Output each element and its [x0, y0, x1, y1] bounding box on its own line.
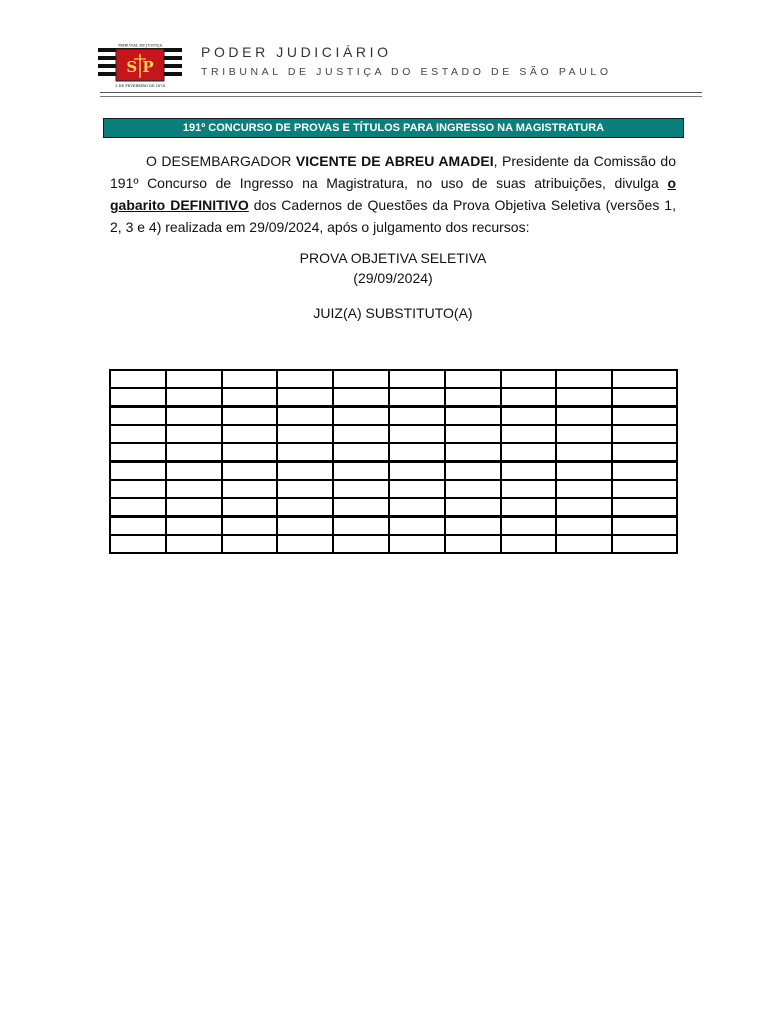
contest-banner: 191º CONCURSO DE PROVAS E TÍTULOS PARA INGRESSO NA MAGISTRATURA	[103, 118, 684, 138]
table-cell	[612, 517, 677, 536]
table-cell	[277, 462, 333, 481]
header-rule-secondary	[100, 96, 702, 97]
table-cell	[166, 443, 222, 462]
table-cell	[556, 462, 612, 481]
org-title: PODER JUDICIÁRIO	[201, 44, 392, 60]
table-cell	[222, 370, 278, 388]
table-cell	[501, 388, 557, 407]
table-cell	[556, 517, 612, 536]
table-cell	[612, 443, 677, 462]
table-cell	[333, 517, 389, 536]
table-cell	[222, 535, 278, 553]
table-cell	[110, 535, 166, 553]
table-cell	[166, 517, 222, 536]
table-cell	[612, 535, 677, 553]
table-cell	[333, 535, 389, 553]
gabarito-definitivo-emphasis: o gabarito DEFINITIVO	[110, 175, 676, 213]
tjsp-logo	[98, 42, 182, 90]
table-cell	[222, 517, 278, 536]
table-cell	[222, 388, 278, 407]
table-cell	[166, 480, 222, 498]
table-cell	[333, 480, 389, 498]
table-cell	[556, 443, 612, 462]
exam-title: PROVA OBJETIVA SELETIVA	[299, 250, 487, 266]
table-cell	[333, 407, 389, 426]
table-cell	[277, 480, 333, 498]
svg-text:3 DE FEVEREIRO DE 1874: 3 DE FEVEREIRO DE 1874	[115, 84, 165, 88]
table-cell	[110, 388, 166, 407]
table-cell	[110, 498, 166, 517]
table-cell	[501, 425, 557, 443]
table-cell	[556, 407, 612, 426]
table-cell	[612, 480, 677, 498]
table-cell	[110, 443, 166, 462]
table-cell	[389, 480, 445, 498]
table-row	[110, 498, 677, 517]
table-cell	[612, 498, 677, 517]
table-cell	[612, 462, 677, 481]
table-cell	[166, 498, 222, 517]
table-cell	[389, 388, 445, 407]
table-cell	[166, 388, 222, 407]
svg-text:TRIBUNAL DE JUSTIÇA: TRIBUNAL DE JUSTIÇA	[117, 43, 163, 48]
para-body: , Presidente da Comissão do 191º Concurso de Ingresso na Magistratura, no uso de suas atribuições, divulga	[110, 153, 676, 191]
table-cell	[389, 425, 445, 443]
table-row	[110, 480, 677, 498]
answer-key-table	[109, 369, 678, 554]
table-cell	[333, 370, 389, 388]
table-cell	[445, 462, 501, 481]
table-cell	[445, 388, 501, 407]
table-cell	[556, 535, 612, 553]
table-cell	[166, 407, 222, 426]
exam-date: (29/09/2024)	[353, 270, 433, 286]
table-cell	[501, 462, 557, 481]
table-cell	[166, 370, 222, 388]
table-cell	[277, 498, 333, 517]
header-rule	[100, 92, 702, 93]
desembargador-name: VICENTE DE ABREU AMADEI	[295, 153, 494, 169]
table-cell	[501, 480, 557, 498]
table-cell	[222, 498, 278, 517]
table-cell	[556, 388, 612, 407]
table-cell	[110, 407, 166, 426]
table-cell	[110, 462, 166, 481]
table-cell	[222, 480, 278, 498]
table-cell	[501, 517, 557, 536]
table-cell	[556, 425, 612, 443]
table-cell	[222, 462, 278, 481]
table-cell	[389, 462, 445, 481]
table-cell	[556, 370, 612, 388]
table-cell	[389, 370, 445, 388]
para-intro: O DESEMBARGADOR	[146, 153, 296, 169]
table-cell	[389, 443, 445, 462]
table-cell	[222, 425, 278, 443]
announcement-paragraph	[110, 150, 676, 238]
table-cell	[501, 535, 557, 553]
table-cell	[110, 370, 166, 388]
table-cell	[612, 407, 677, 426]
table-cell	[110, 480, 166, 498]
table-cell	[445, 535, 501, 553]
table-cell	[389, 535, 445, 553]
table-cell	[333, 388, 389, 407]
table-cell	[389, 407, 445, 426]
table-cell	[389, 498, 445, 517]
table-row	[110, 425, 677, 443]
org-subtitle: TRIBUNAL DE JUSTIÇA DO ESTADO DE SÃO PAULO	[201, 66, 612, 78]
table-cell	[222, 407, 278, 426]
table-cell	[333, 425, 389, 443]
table-cell	[445, 517, 501, 536]
table-row	[110, 535, 677, 553]
table-cell	[445, 425, 501, 443]
table-cell	[389, 517, 445, 536]
table-cell	[166, 462, 222, 481]
table-row	[110, 517, 677, 536]
table-cell	[277, 535, 333, 553]
table-cell	[445, 443, 501, 462]
table-cell	[277, 388, 333, 407]
table-cell	[612, 425, 677, 443]
table-cell	[277, 370, 333, 388]
table-row	[110, 407, 677, 426]
table-cell	[612, 370, 677, 388]
table-cell	[277, 443, 333, 462]
table-cell	[501, 407, 557, 426]
table-cell	[445, 407, 501, 426]
table-cell	[445, 498, 501, 517]
table-cell	[222, 443, 278, 462]
table-cell	[166, 535, 222, 553]
table-cell	[333, 498, 389, 517]
table-row	[110, 462, 677, 481]
table-cell	[445, 480, 501, 498]
table-row	[110, 443, 677, 462]
table-cell	[445, 370, 501, 388]
table-cell	[110, 517, 166, 536]
table-row	[110, 388, 677, 407]
table-cell	[501, 498, 557, 517]
table-cell	[166, 425, 222, 443]
exam-role: JUIZ(A) SUBSTITUTO(A)	[313, 305, 473, 321]
table-cell	[556, 498, 612, 517]
table-cell	[277, 407, 333, 426]
table-cell	[277, 425, 333, 443]
table-cell	[612, 388, 677, 407]
table-cell	[501, 370, 557, 388]
para-end: dos Cadernos de Questões da Prova Objetiva Seletiva (versões 1, 2, 3 e 4) realizada em 29/09/2024, após o julgamento dos recursos:	[110, 197, 676, 235]
table-cell	[501, 443, 557, 462]
table-cell	[333, 443, 389, 462]
table-cell	[110, 425, 166, 443]
table-cell	[556, 480, 612, 498]
table-cell	[333, 462, 389, 481]
table-row	[110, 370, 677, 388]
table-cell	[277, 517, 333, 536]
svg-text:S P: S P	[126, 58, 154, 76]
